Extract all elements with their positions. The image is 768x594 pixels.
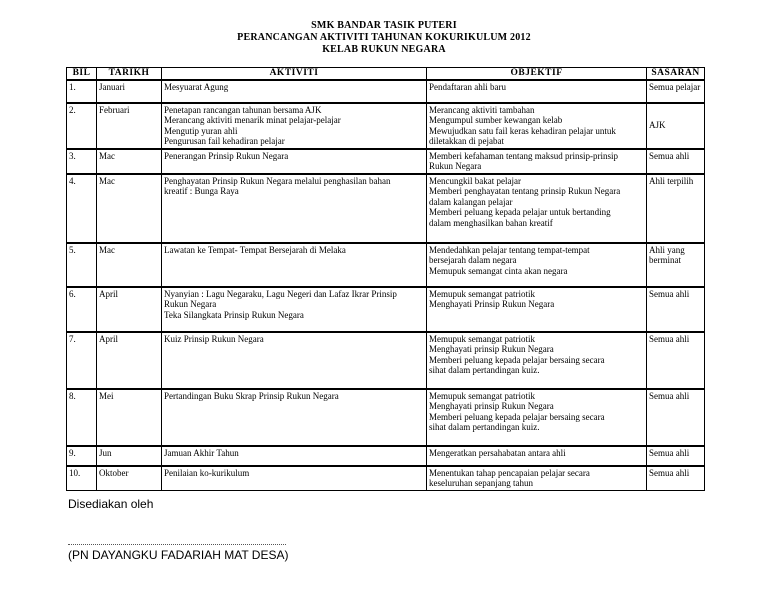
activity-plan-table	[66, 67, 705, 491]
objektif-line: Mewujudkan satu fail keras kehadiran pelajar untuk	[429, 125, 616, 136]
column-header-objektif: OBJEKTIF	[427, 68, 647, 80]
cell-aktiviti	[162, 243, 427, 287]
aktiviti-line: Penerangan Prinsip Rukun Negara	[164, 150, 289, 161]
cell-sasaran: Semua ahli	[647, 466, 705, 491]
objektif-line: Memberi penghayatan tentang prinsip Rukun Negara	[429, 186, 621, 196]
cell-bil: 8.	[67, 389, 97, 446]
cell-sasaran: AJK	[647, 103, 705, 149]
table-body	[67, 80, 705, 491]
aktiviti-line: Penetapan rancangan tahunan bersama AJK	[164, 104, 322, 115]
table-row	[67, 332, 705, 389]
document-header	[0, 20, 768, 56]
aktiviti-line: Pertandingan Buku Skrap Prinsip Rukun Negara	[164, 390, 339, 401]
table-row	[67, 174, 705, 243]
prepared-by-label: Disediakan oleh	[68, 497, 154, 511]
cell-tarikh: Februari	[97, 103, 162, 149]
aktiviti-line: Penghayatan Prinsip Rukun Negara melalui penghasilan bahan	[164, 175, 391, 186]
objektif-line: dalam kalangan pelajar	[429, 196, 513, 207]
cell-aktiviti	[162, 174, 427, 243]
column-header-tarikh: TARIKH	[97, 68, 162, 80]
table-row	[67, 103, 705, 149]
objektif-line: sihat dalam pertandingan kuiz.	[429, 422, 540, 432]
cell-sasaran: Semua ahli	[647, 149, 705, 174]
column-header-sasaran: SASARAN	[647, 68, 705, 80]
aktiviti-line: Kuiz Prinsip Rukun Negara	[164, 333, 264, 344]
cell-tarikh: Mac	[97, 149, 162, 174]
table-row	[67, 287, 705, 332]
cell-sasaran: Semua ahli	[647, 389, 705, 446]
cell-tarikh: Mac	[97, 174, 162, 243]
cell-aktiviti	[162, 466, 427, 491]
cell-bil: 5.	[67, 243, 97, 287]
table-row	[67, 466, 705, 491]
objektif-line: Pendaftaran ahli baru	[429, 81, 506, 92]
cell-objektif	[427, 103, 647, 149]
cell-aktiviti	[162, 80, 427, 103]
cell-aktiviti	[162, 103, 427, 149]
objektif-line: Memberi kefahaman tentang maksud prinsip-prinsip	[429, 150, 618, 161]
cell-objektif	[427, 80, 647, 103]
cell-tarikh: April	[97, 287, 162, 332]
cell-bil: 3.	[67, 149, 97, 174]
aktiviti-line: Nyanyian : Lagu Negaraku, Lagu Negeri dan Lafaz Ikrar Prinsip	[164, 288, 397, 299]
table-row	[67, 149, 705, 174]
aktiviti-line: Mengutip yuran ahli	[164, 125, 238, 136]
cell-objektif	[427, 446, 647, 466]
cell-objektif	[427, 389, 647, 446]
aktiviti-line: Lawatan ke Tempat- Tempat Bersejarah di Melaka	[164, 244, 346, 255]
cell-objektif	[427, 332, 647, 389]
signer-name: (PN DAYANGKU FADARIAH MAT DESA)	[68, 548, 289, 562]
objektif-line: dalam menghasilkan bahan kreatif	[429, 217, 553, 228]
club-name: KELAB RUKUN NEGARA	[322, 44, 446, 55]
cell-bil: 6.	[67, 287, 97, 332]
table-row	[67, 389, 705, 446]
cell-objektif	[427, 149, 647, 174]
cell-aktiviti	[162, 446, 427, 466]
cell-tarikh: Oktober	[97, 466, 162, 491]
cell-bil: 2.	[67, 103, 97, 149]
objektif-line: Memupuk semangat patriotik	[429, 390, 535, 401]
objektif-line: keseluruhan sepanjang tahun	[429, 478, 533, 488]
objektif-line: Mencungkil bakat pelajar	[429, 175, 521, 186]
objektif-line: Memupuk semangat cinta akan negara	[429, 265, 568, 276]
cell-objektif	[427, 287, 647, 332]
column-header-aktiviti: AKTIVITI	[162, 68, 427, 80]
cell-aktiviti	[162, 389, 427, 446]
aktiviti-line: Teka Silangkata Prinsip Rukun Negara	[164, 309, 304, 320]
aktiviti-line: Penilaian ko-kurikulum	[164, 467, 250, 478]
cell-sasaran: Semua ahli	[647, 446, 705, 466]
objektif-line: sihat dalam pertandingan kuiz.	[429, 365, 540, 375]
objektif-line: Mengeratkan persahabatan antara ahli	[429, 447, 566, 458]
cell-sasaran: Ahli terpilih	[647, 174, 705, 243]
cell-bil: 10.	[67, 466, 97, 491]
cell-objektif	[427, 243, 647, 287]
column-header-bil: BIL	[67, 68, 97, 80]
cell-tarikh: Mei	[97, 389, 162, 446]
cell-sasaran: Semua pelajar	[647, 80, 705, 103]
cell-tarikh: Mac	[97, 243, 162, 287]
signature-line	[68, 536, 286, 545]
cell-objektif	[427, 466, 647, 491]
cell-bil: 4.	[67, 174, 97, 243]
aktiviti-line: Jamuan Akhir Tahun	[164, 447, 239, 458]
objektif-line: Mendedahkan pelajar tentang tempat-tempat	[429, 244, 590, 255]
objektif-line: Mengumpul sumber kewangan kelab	[429, 115, 563, 125]
cell-bil: 7.	[67, 332, 97, 389]
objektif-line: diletakkan di pejabat	[429, 136, 504, 146]
objektif-line: Memberi peluang kepada pelajar bersaing secara	[429, 411, 605, 422]
objektif-line: Memupuk semangat patriotik	[429, 288, 535, 299]
objektif-line: Merancang aktiviti tambahan	[429, 104, 535, 115]
objektif-line: Memberi peluang kepada pelajar untuk bertanding	[429, 207, 611, 217]
objektif-line: Menghayati prinsip Rukun Negara	[429, 401, 554, 411]
table-row	[67, 446, 705, 466]
cell-aktiviti	[162, 149, 427, 174]
table-row	[67, 243, 705, 287]
aktiviti-line: Mesyuarat Agung	[164, 81, 229, 92]
cell-tarikh: Januari	[97, 80, 162, 103]
objektif-line: Memupuk semangat patriotik	[429, 333, 535, 344]
document-title: PERANCANGAN AKTIVITI TAHUNAN KOKURIKULUM 2012	[237, 32, 531, 43]
cell-bil: 9.	[67, 446, 97, 466]
objektif-line: bersejarah dalam negara	[429, 255, 517, 265]
cell-sasaran: Semua ahli	[647, 332, 705, 389]
cell-objektif	[427, 174, 647, 243]
aktiviti-line: Merancang aktiviti menarik minat pelajar-pelajar	[164, 115, 341, 125]
aktiviti-line: Rukun Negara	[164, 299, 217, 309]
cell-tarikh: April	[97, 332, 162, 389]
cell-bil: 1.	[67, 80, 97, 103]
objektif-line: Menentukan tahap pencapaian pelajar secara	[429, 467, 590, 478]
objektif-line: Menghayati Prinsip Rukun Negara	[429, 299, 555, 309]
school-name: SMK BANDAR TASIK PUTERI	[311, 20, 457, 31]
cell-sasaran: Semua ahli	[647, 287, 705, 332]
objektif-line: Menghayati prinsip Rukun Negara	[429, 344, 554, 354]
aktiviti-line: kreatif : Bunga Raya	[164, 186, 239, 196]
cell-aktiviti	[162, 287, 427, 332]
objektif-line: Memberi peluang kepada pelajar bersaing secara	[429, 354, 605, 365]
table-row	[67, 80, 705, 103]
cell-tarikh: Jun	[97, 446, 162, 466]
table-header-row	[67, 68, 705, 80]
objektif-line: Rukun Negara	[429, 161, 482, 171]
aktiviti-line: Pengurusan fail kehadiran pelajar	[164, 136, 285, 146]
cell-aktiviti	[162, 332, 427, 389]
cell-sasaran: Ahli yang berminat	[647, 243, 705, 287]
